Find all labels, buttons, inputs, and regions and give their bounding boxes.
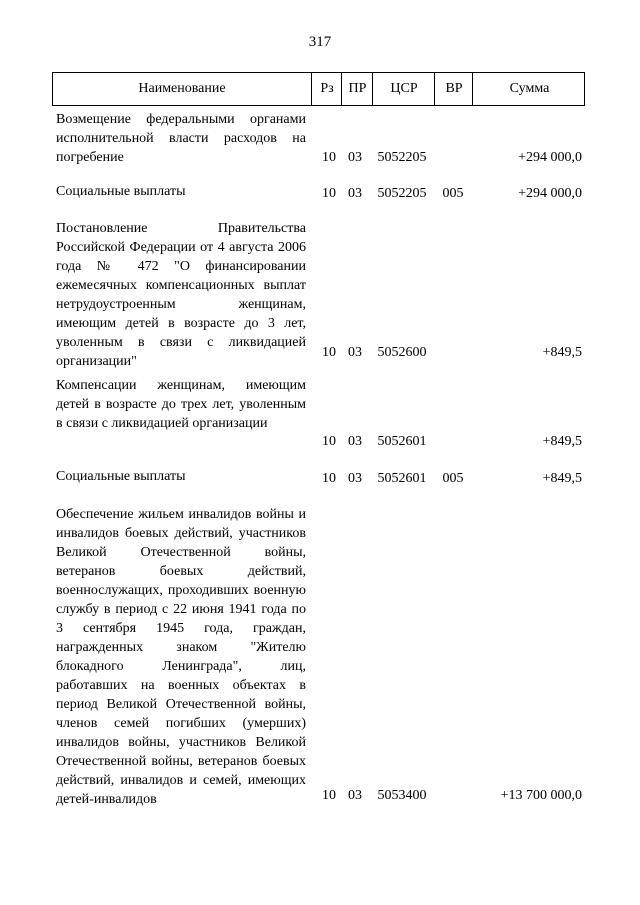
row-pr: 03	[348, 788, 362, 803]
row-sum: +849,5	[542, 434, 582, 449]
page-number: 317	[308, 34, 332, 50]
row-name: Социальные выплаты	[56, 469, 186, 484]
row-rz: 10	[322, 150, 336, 165]
row-vr: 005	[442, 186, 464, 201]
row-csr: 5052205	[377, 186, 427, 201]
row-sum: +294 000,0	[518, 150, 582, 165]
row-pr: 03	[348, 150, 362, 165]
row-csr: 5052601	[377, 434, 427, 449]
header-csr: ЦСР	[372, 73, 435, 105]
row-rz: 10	[322, 434, 336, 449]
row-vr: 005	[442, 471, 464, 486]
header-vr: ВР	[434, 73, 473, 105]
row-csr: 5052205	[377, 150, 427, 165]
header-rz: Рз	[311, 73, 342, 105]
header-sum: Сумма	[472, 73, 586, 105]
row-rz: 10	[322, 345, 336, 360]
row-pr: 03	[348, 345, 362, 360]
row-rz: 10	[322, 186, 336, 201]
row-sum: +13 700 000,0	[500, 788, 582, 803]
row-sum: +849,5	[542, 471, 582, 486]
row-sum: +294 000,0	[518, 186, 582, 201]
table-header	[52, 72, 585, 106]
row-pr: 03	[348, 471, 362, 486]
header-name: Наименование	[138, 81, 226, 96]
row-name: Возмещение федеральными органами исполнительной власти расходов на погребение	[56, 112, 306, 165]
row-csr: 5052601	[377, 471, 427, 486]
row-name: Обеспечение жильем инвалидов войны и инвалидов боевых действий, участников Великой Отечественной войны, ветеранов боевых действий, военнослужащих, проходивших военную службу в период с 22 июня 1941 года по 3 сентября 1945 года, граждан, награжденных знаком "Жителю блокадного Ленинграда", лиц, работавших на военных объектах в период Великой Отечественной войны, членов семей погибших (умерших) инвалидов войны, участников Великой Отечественной войны, ветеранов боевых действий, инвалидов и семей, имеющих детей-инвалидов	[56, 507, 306, 807]
row-csr: 5053400	[377, 788, 427, 803]
header-pr: ПР	[341, 73, 373, 105]
row-rz: 10	[322, 788, 336, 803]
row-csr: 5052600	[377, 345, 427, 360]
row-name: Социальные выплаты	[56, 184, 186, 199]
row-pr: 03	[348, 434, 362, 449]
row-pr: 03	[348, 186, 362, 201]
row-sum: +849,5	[542, 345, 582, 360]
row-name: Постановление Правительства Российской Федерации от 4 августа 2006 года № 472 "О финансировании ежемесячных компенсационных выплат нетрудоустроенным женщинам, имеющим детей в возрасте до 3 лет, уволенным в связи с ликвидацией организации"	[56, 221, 306, 369]
row-rz: 10	[322, 471, 336, 486]
row-name: Компенсации женщинам, имеющим детей в возрасте до трех лет, уволенным в связи с ликвидацией организации	[56, 378, 306, 431]
